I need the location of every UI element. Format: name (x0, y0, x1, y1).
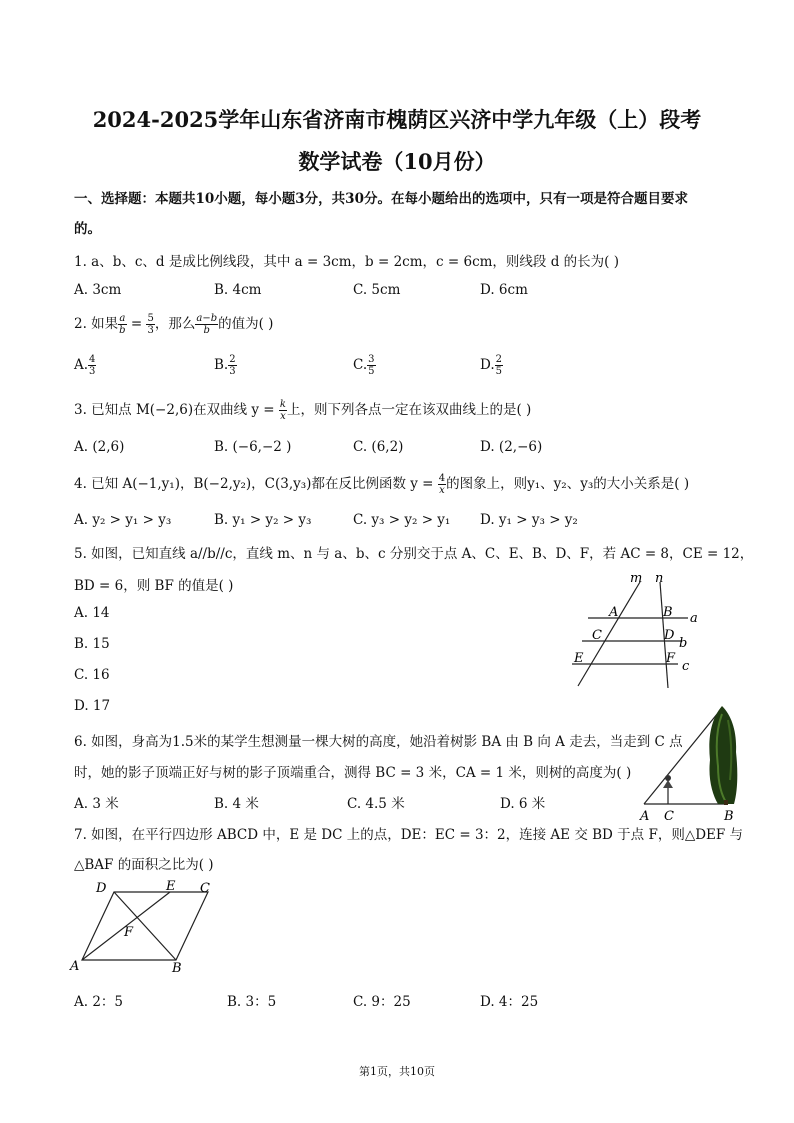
q5-parallel-lines-figure (560, 568, 710, 690)
q2-option-a: A. $\frac{4}{3}$ (74, 354, 96, 377)
title-line2: 数学试卷（10月份） (298, 149, 496, 174)
q7-parallelogram-figure (68, 878, 218, 976)
q2-option-d: D. $\frac{2}{5}$ (480, 354, 503, 377)
q2-option-b: B. $\frac{2}{3}$ (214, 354, 236, 377)
question-3-stem: 3. 已知点 M(−2,6)在双曲线 y = $\frac{k}{x}$ 上，则下列各点一定在该双曲线上的是( ) (74, 399, 532, 422)
section-heading-cont: 的。 (74, 221, 101, 237)
question-7-stem: 7. 如图，在平行四边形 ABCD 中，E 是 DC 上的点，DE：EC = 3：2，连接 AE 交 BD 于点 F，则△DEF 与 (74, 827, 744, 843)
label-F: F (666, 651, 676, 666)
label-F: F (124, 925, 134, 940)
q1-option-a: A. 3cm (74, 282, 122, 298)
q6-tree-shadow-figure (638, 700, 742, 824)
q6-option-b: B. 4 米 (214, 796, 259, 812)
q5-option-a: A. 14 (74, 605, 110, 621)
q1-option-d: D. 6cm (480, 282, 528, 298)
q4-option-c: C. y₃ > y₂ > y₁ (353, 512, 451, 528)
q3-option-d: D. (2,−6) (480, 439, 543, 455)
q7-option-c: C. 9：25 (353, 994, 411, 1010)
q6-option-a: A. 3 米 (74, 796, 119, 812)
q4-option-d: D. y₁ > y₃ > y₂ (480, 512, 578, 528)
q3-option-b: B. (−6,−2 ) (214, 439, 292, 455)
q7-option-b: B. 3：5 (227, 994, 277, 1010)
q5-option-c: C. 16 (74, 667, 110, 683)
label-a: a (690, 611, 698, 626)
student-icon (663, 775, 673, 788)
label-C: C (592, 628, 602, 643)
question-6-stem: 6. 如图，身高为1.5米的某学生想测量一棵大树的高度，她沿着树影 BA 由 B 向 A 走去，当走到 C 点 (74, 734, 683, 750)
question-5-stem: 5. 如图，已知直线 a//b//c，直线 m、n 与 a、b、c 分别交于点 A、C、E、B、D、F，若 AC = 8，CE = 12， (74, 546, 754, 562)
page-footer: 第1页，共10页 (359, 1065, 435, 1078)
label-D: D (96, 881, 107, 896)
q3-option-a: A. (2,6) (74, 439, 125, 455)
label-B: B (172, 961, 182, 976)
question-7-stem-cont: △BAF 的面积之比为( ) (74, 857, 214, 873)
label-b: b (679, 636, 688, 651)
question-4-stem: 4. 已知 A(−1,y₁)，B(−2,y₂)，C(3,y₃)都在反比例函数 y = $\frac{4}{x}$ 的图象上，则y₁、y₂、y₃的大小关系是( ) (74, 473, 690, 496)
q6-option-d: D. 6 米 (500, 796, 546, 812)
label-D: D (664, 628, 675, 643)
label-A: A (609, 605, 619, 620)
title-line1: 2024-2025学年山东省济南市槐荫区兴济中学九年级（上）段考 (92, 107, 702, 132)
q7-option-d: D. 4：25 (480, 994, 539, 1010)
q3-option-c: C. (6,2) (353, 439, 404, 455)
label-m: m (630, 571, 643, 586)
label-c: c (682, 659, 690, 674)
question-6-stem-cont: 时，她的影子顶端正好与树的影子顶端重合，测得 BC = 3 米，CA = 1 米，则树的高度为( ) (74, 765, 632, 781)
q4-option-a: A. y₂ > y₁ > y₃ (74, 512, 172, 528)
label-A: A (70, 959, 80, 974)
label-B: B (663, 605, 673, 620)
label-n: n (655, 571, 664, 586)
label-A: A (640, 809, 650, 824)
section-heading: 一、选择题：本题共10小题，每小题3分，共30分。在每小题给出的选项中，只有一项是符合题目要求 (74, 191, 688, 207)
question-5-stem-cont: BD = 6，则 BF 的值是( ) (74, 578, 234, 594)
q1-option-b: B. 4cm (214, 282, 262, 298)
q5-option-d: D. 17 (74, 698, 111, 714)
q1-option-c: C. 5cm (353, 282, 401, 298)
label-C: C (664, 809, 674, 824)
question-1-stem: 1. a、b、c、d 是成比例线段，其中 a = 3cm，b = 2cm，c = 6cm，则线段 d 的长为( ) (74, 254, 619, 270)
question-2-stem: 2. 如果 $\frac{a}{b}$ = $\frac{5}{3}$ ，那么 $\frac{a-b}{b}$ 的值为( ) (74, 313, 274, 336)
label-E: E (166, 879, 176, 894)
label-B: B (724, 809, 734, 824)
q2-option-c: C. $\frac{3}{5}$ (353, 354, 375, 377)
q4-option-b: B. y₁ > y₂ > y₃ (214, 512, 312, 528)
q5-option-b: B. 15 (74, 636, 110, 652)
q6-option-c: C. 4.5 米 (347, 796, 405, 812)
tree-icon (709, 706, 737, 805)
q7-option-a: A. 2：5 (74, 994, 124, 1010)
label-E: E (574, 651, 584, 666)
line-m (578, 582, 640, 686)
label-C: C (200, 881, 210, 896)
